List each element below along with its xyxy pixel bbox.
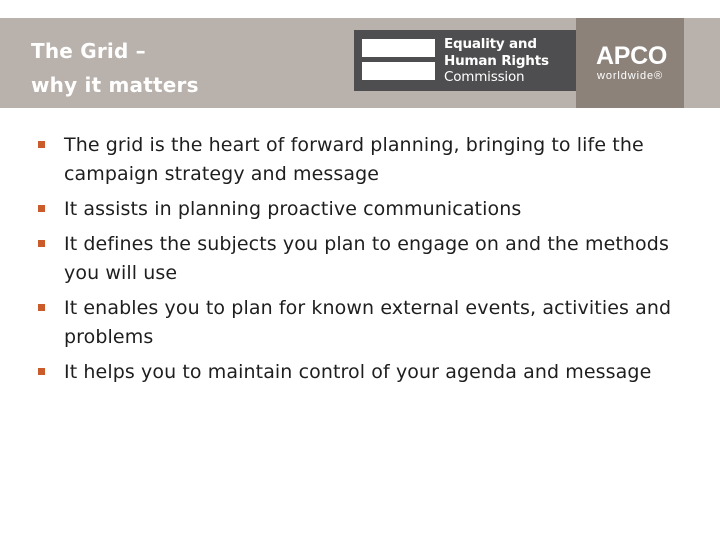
slide-title-line-2: why it matters	[31, 73, 199, 97]
bullet-text: It defines the subjects you plan to engage on and the methods you will use	[64, 233, 669, 284]
bullet-item	[38, 294, 688, 352]
bullet-item	[38, 230, 688, 288]
square-bullet-icon	[38, 304, 45, 311]
bullet-item	[38, 358, 688, 387]
ehrc-logo-bar-top	[362, 39, 435, 57]
ehrc-logo-line-2: Human Rights	[444, 52, 549, 69]
apco-logo-subtitle: worldwide®	[597, 70, 664, 82]
bullet-item	[38, 131, 688, 189]
ehrc-logo-bar-bottom	[362, 62, 435, 80]
square-bullet-icon	[38, 141, 45, 148]
ehrc-logo-text	[444, 36, 549, 86]
apco-logo	[576, 18, 684, 108]
ehrc-logo	[354, 30, 576, 91]
bullet-text: It enables you to plan for known external events, activities and problems	[64, 297, 672, 348]
square-bullet-icon	[38, 205, 45, 212]
apco-logo-name: APCO	[596, 42, 668, 70]
ehrc-logo-line-1: Equality and	[444, 36, 537, 52]
slide-title	[31, 34, 271, 102]
slide-title-line-1: The Grid –	[31, 39, 146, 63]
bullet-list	[38, 131, 688, 393]
bullet-item	[38, 195, 688, 224]
bullet-text: It helps you to maintain control of your agenda and message	[64, 361, 652, 383]
square-bullet-icon	[38, 368, 45, 375]
ehrc-logo-line-3: Commission	[444, 69, 525, 85]
square-bullet-icon	[38, 240, 45, 247]
bullet-text: It assists in planning proactive communications	[64, 198, 522, 220]
bullet-text: The grid is the heart of forward planning, bringing to life the campaign strategy and message	[64, 134, 644, 185]
